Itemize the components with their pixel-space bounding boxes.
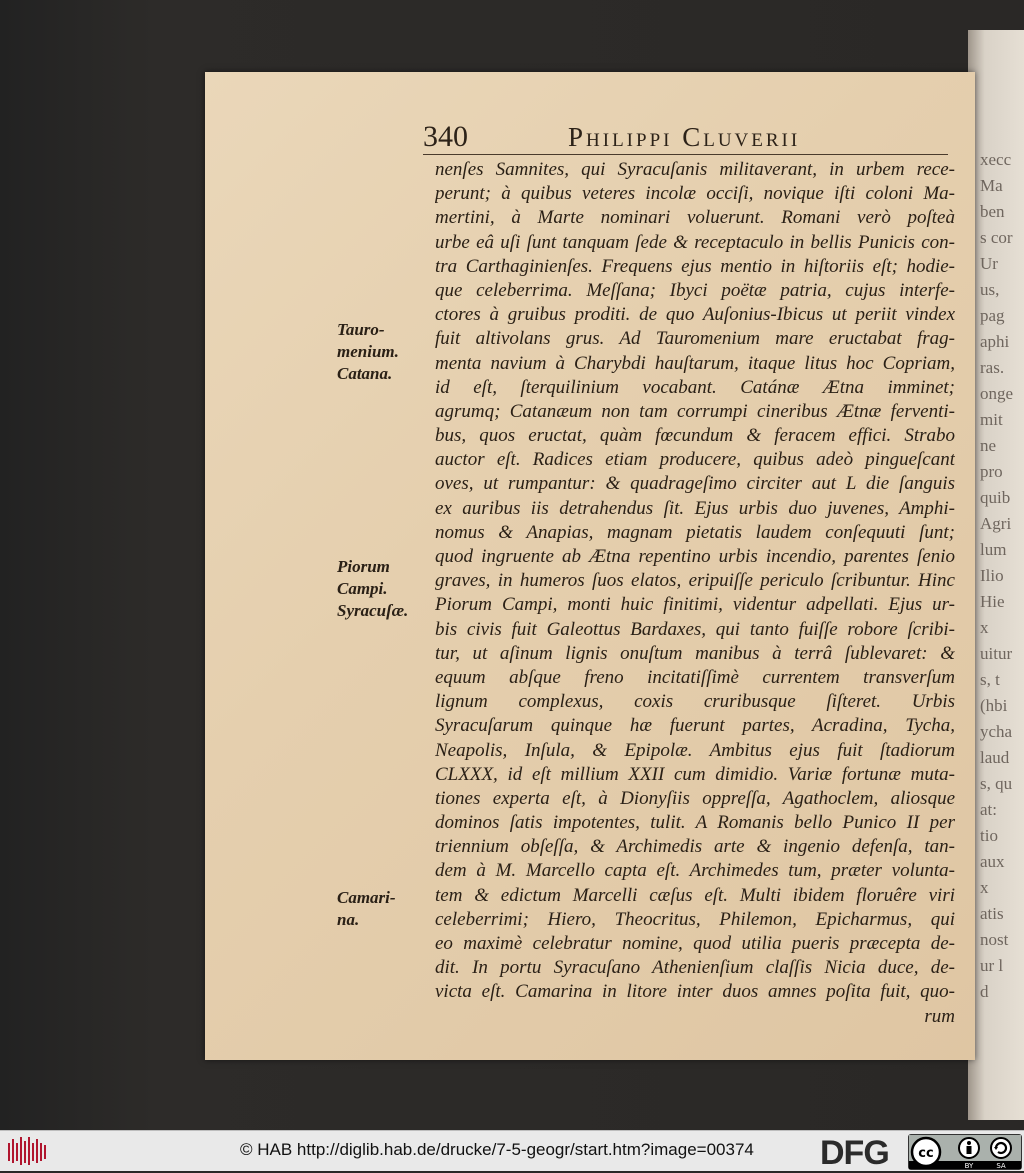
dfg-logo [818,1135,904,1167]
text-line: auctor eſt. Radices etiam producere, quibus adeò pingueſcant [435,449,955,471]
marginal-line: Syracuſæ. [337,601,409,620]
facing-page-fragment: uitur [980,644,1013,663]
facing-page-fragment: x [980,618,989,637]
facing-page-fragment: Hie [980,592,1005,611]
text-line: triennium obſeſſa, & Archimedis arte & ingenio defenſa, tan- [435,836,955,858]
marginal-line: Catana. [337,364,393,383]
text-line: eo maximè celebratur nomine, quod utilia pueris præcepta de- [435,933,955,954]
marginal-line: Piorum [337,557,390,576]
text-line: ctores à gruibus proditi. de quo Auſonius-Ibicus ut periit vindex [435,304,955,326]
facing-page-fragment: (hbi [980,696,1008,715]
page-number: 340 [423,120,468,153]
book-page [205,72,975,1060]
page-header [423,120,948,155]
facing-page-fragment: us, [980,280,1000,299]
text-line: victa eſt. Camarina in litore inter duos amnes poſita fuit, quo- [435,981,955,1003]
text-line: menta navium à Charybdi hauſtarum, itaque litus hoc Copriam, [435,352,955,374]
text-line: agrumq; Catanæum non tam corrumpi cineribus Ætnæ ferventi- [435,400,955,422]
running-head: Philippi Cluverii [568,122,801,152]
facing-page-fragment: s, qu [980,774,1013,793]
text-line: tur, ut aſinum lignis onuſtum manibus à terrâ ſublevaret: & [435,642,955,664]
text-line: ex auribus iis detrahendus ſit. Ejus urbis duo juvenes, Amphi- [435,497,955,519]
text-line: perunt; à quibus veteres incolæ occiſi, novique iſti coloni Ma- [435,183,955,205]
facing-page-fragment: aphi [980,332,1010,351]
marginal-line: Campi. [337,579,388,598]
marginal-note-tauromenium [337,319,427,385]
facing-page-fragment: xecc [980,150,1012,169]
text-line: oves, ut rumpantur: & quadrageſimo circiter aut L die ſanguis [435,473,955,495]
marginal-note-camarina [337,887,427,931]
license-by-label: BY [964,1162,974,1169]
facing-page-fragment: Ilio [980,566,1004,585]
text-line: bus, quos eructat, quàm fœcundum & feracem effici. Strabo [435,425,955,447]
text-line: Piorum Campi, monti huic finitimi, videntur adpellati. Ejus ur- [435,594,955,616]
text-line: celeberrimi; Hiero, Theocritus, Philemon, Epicharmus, qui [435,908,955,930]
facing-page-fragment: aux [980,852,1005,871]
text-line: lignum complexus, coxis cruribusque ſiſteret. Urbis [435,691,955,713]
text-line: dem à M. Marcello capta eſt. Archimedes tum, præter volunta- [435,860,955,882]
facing-page-edge [968,30,1024,1120]
text-line: id eſt, ſterquilinium vocabant. Catánæ Ætna imminet; [435,376,955,398]
facing-page-fragment: atis [980,904,1004,923]
text-line: equum abſque freno incitatiſſimè currentem transverſum [435,666,955,688]
body-text [435,158,955,1029]
marginal-line: Tauro- [337,320,385,339]
facing-page-fragment: at: [980,800,997,819]
text-line: Syracuſarum quinque hæ fuerunt partes, Acradina, Tycha, [435,715,955,737]
facing-page-fragment: laud [980,748,1010,767]
text-line: nenſes Samnites, qui Syracuſanis militaverant, in urbem rece- [435,159,955,180]
facing-page-fragment: Ur [980,254,998,273]
facing-page-fragment: Agri [980,514,1012,533]
facing-page-fragment: pag [980,306,1005,325]
facing-page-fragment: ycha [980,722,1013,741]
hab-library-logo [6,1135,48,1167]
text-line: nomus & Anapias, magnam pietatis laudem conſequuti ſunt; [435,521,955,543]
facing-page-fragment: ur l [980,956,1004,975]
facing-page-fragment: quib [980,488,1011,507]
text-line: mertini, à Marte nominari voluerunt. Romani verò poſteà [435,207,955,229]
text-line: urbe eâ uſi ſunt tanquam ſede & receptaculo in bellis Punicis con- [435,231,955,253]
facing-page-fragment: s cor [980,228,1013,247]
cc-by-sa-icon [909,1135,1021,1169]
text-line: rum [924,1005,955,1027]
facing-page-fragment: tio [980,826,998,845]
dfg-logo-text: DFG [820,1135,889,1167]
facing-page-fragment: x [980,878,989,897]
facing-page-fragment: lum [980,540,1007,559]
text-line: dit. In portu Syracuſano Athenienſium claſſis Nicia duce, de- [435,957,955,979]
facing-page-fragment: ne [980,436,997,455]
facing-page-fragment: s, t [980,670,1000,689]
text-line: CLXXX, id eſt millium XXII cum dimidio. Variæ fortunæ muta- [435,763,955,785]
text-line: dominos ſatis impotentes, tulit. A Romanis bello Punico II per [435,812,955,834]
text-line: Neapolis, Inſula, & Epipolæ. Ambitus ejus fuit ſtadiorum [435,739,955,761]
facing-page-fragment: ras. [980,358,1005,377]
marginal-line: menium. [337,342,399,361]
copyright-link[interactable]: © HAB http://diglib.hab.de/drucke/7-5-geogr/start.htm?image=00374 [240,1140,754,1159]
facing-page-fragment: Ma [980,176,1003,195]
text-line: tra Carthaginienſes. Frequens ejus mentio in hiſtoriis eſt; hodie- [435,255,955,277]
text-line: tem & edictum Marcelli cæſus eſt. Multi ibidem floruêre viri [435,884,955,906]
facing-page-fragment: mit [980,410,1003,429]
text-line: quod ingruente ab Ætna repentino urbis incendio, parentes ſenio [435,546,955,567]
text-line: tiones experta eſt, à Dionyſiis oppreſſa, Agathoclem, aliosque [435,787,955,809]
text-line: fuit altivolans grus. Ad Tauromenium mare eructabat frag- [435,328,955,350]
marginal-note-syracusae [337,556,427,622]
facing-page-fragment: nost [980,930,1009,949]
text-line: graves, in humeros ſuos elatos, eripuiſſe periculo ſcribuntur. Hinc [435,570,955,592]
viewer-footer [0,1130,1024,1171]
svg-text:cc: cc [918,1146,934,1161]
text-line: que celeberrima. Meſſana; Ibyci poëtæ patria, cujus interfe- [435,279,955,301]
facing-page-fragment: onge [980,384,1014,403]
text-line: bis civis fuit Galeottus Bardaxes, qui tanto fuiſſe robore ſcribi- [435,618,955,640]
license-sa-label: SA [996,1162,1006,1169]
marginal-line: Camari- [337,888,396,907]
facing-page-fragment: ben [980,202,1005,221]
facing-page-fragment: pro [980,462,1003,481]
facing-page-fragment: d [980,982,989,1001]
marginal-line: na. [337,910,360,929]
cc-license-badge[interactable] [908,1134,1022,1170]
